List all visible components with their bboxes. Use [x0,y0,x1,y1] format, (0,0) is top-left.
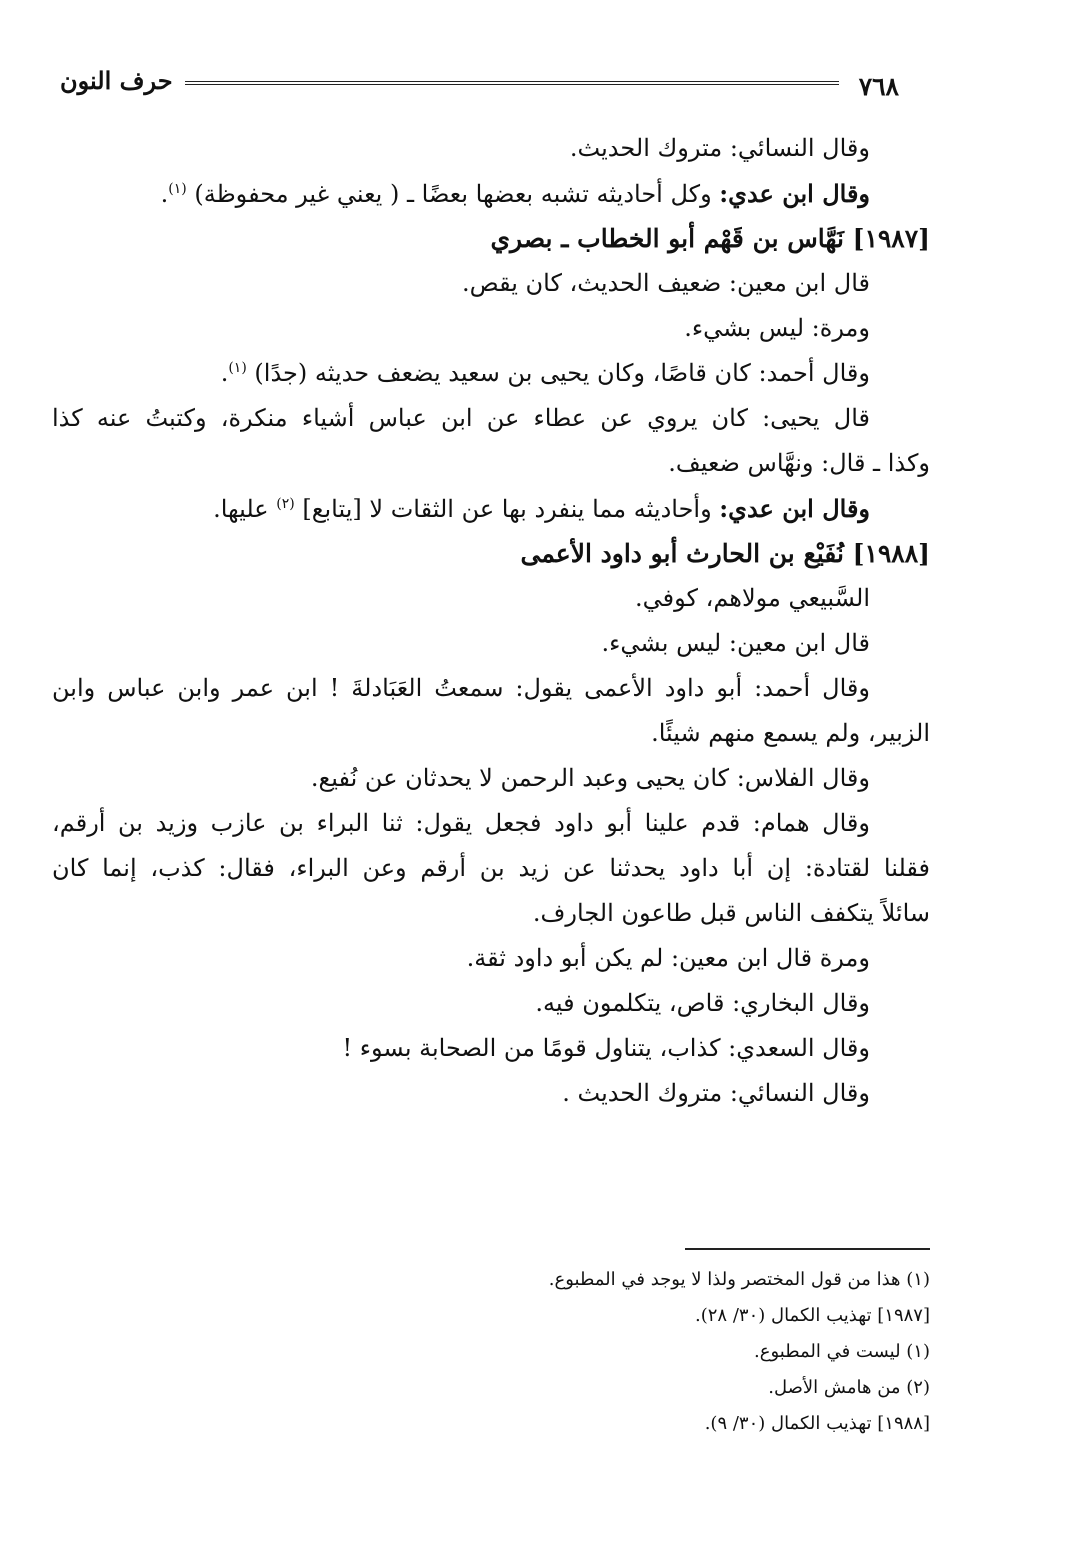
text-line: وقال همام: قدم علينا أبو داود فجعل يقول: ثنا البراء بن عازب وزيد بن أرقم، [52,809,870,837]
entry-heading: [١٩٨٨] نُفَيْع بن الحارث أبو داود الأعمى [520,539,930,568]
footnote-ref: (١) [228,360,247,376]
text-line: وقال الفلاس: كان يحيى وعبد الرحمن لا يحدثان عن نُفيع. [310,764,870,792]
footnote: (١) هذا من قول المختصر ولذا لا يوجد في المطبوع. [548,1269,930,1290]
text-line: وقال السعدي: كذاب، يتناول قومًا من الصحابة بسوء ! [342,1034,870,1062]
entry-heading: [١٩٨٧] نَهَّاس بن قَهْم أبو الخطاب ـ بصري [490,224,930,253]
text-line: الزبير، ولم يسمع منهم شيئًا. [651,719,930,747]
footnote: [١٩٨٨] تهذيب الكمال (٣٠/ ٩). [704,1413,930,1434]
header-rule [185,81,839,85]
footnote-ref: (١) [168,181,187,197]
footnote-ref: (٢) [276,496,295,512]
page-number: ٧٦٨ [858,72,899,101]
text-line: وقال البخاري: قاص، يتكلمون فيه. [535,989,870,1017]
text-line: ومرة: ليس بشيء. [684,314,870,342]
text-line: وكذا ـ قال: ونهَّاس ضعيف. [668,449,930,477]
text-line: فقلنا لقتادة: إن أبا داود يحدثنا عن زيد بن أرقم وعن البراء، فقال: كذب، إنما كان [52,854,931,882]
footnote: [١٩٨٧] تهذيب الكمال (٣٠/ ٢٨). [695,1305,930,1326]
text-line: السَّبيعي مولاهم، كوفي. [635,584,870,612]
main-text [52,126,930,1116]
text-line: سائلاً يتكفف الناس قبل طاعون الجارف. [532,899,930,927]
text-line: ومرة قال ابن معين: لم يكن أبو داود ثقة. [466,944,870,972]
text-line: وقال أحمد: كان قاصًا، وكان يحيى بن سعيد يضعف حديثه (جدًا) $^{(١)}$. [220,359,870,387]
running-title: حرف النون [60,66,173,95]
footnote: (٢) من هامش الأصل. [768,1377,930,1398]
text-line: قال ابن معين: ضعيف الحديث، كان يقص. [462,269,870,297]
text-line: قال يحيى: كان يروي عن عطاء عن ابن عباس أشياء منكرة، وكتبتُ عنه كذا [52,404,870,432]
text-line: وقال النسائي: متروك الحديث. [569,134,870,162]
text-line: وقال ابن عدي: وأحاديثه مما ينفرد بها عن الثقات لا [يتابع] $^{(٢)}$ عليها. [213,494,870,523]
footnote: (١) ليست في المطبوع. [754,1341,930,1362]
footnotes [320,1262,930,1442]
text-line: قال ابن معين: ليس بشيء. [601,629,870,657]
text-line: وقال أحمد: أبو داود الأعمى يقول: سمعتُ العَبَادلةَ ! ابن عمر وابن عباس وابن [52,674,870,702]
page-header [60,66,899,106]
text-line: وقال ابن عدي: وكل أحاديثه تشبه بعضها بعضًا ـ ( يعني غير محفوظة) $^{(١)}$. [160,179,870,208]
footnote-rule [685,1248,930,1250]
text-line: وقال النسائي: متروك الحديث . [562,1079,870,1107]
